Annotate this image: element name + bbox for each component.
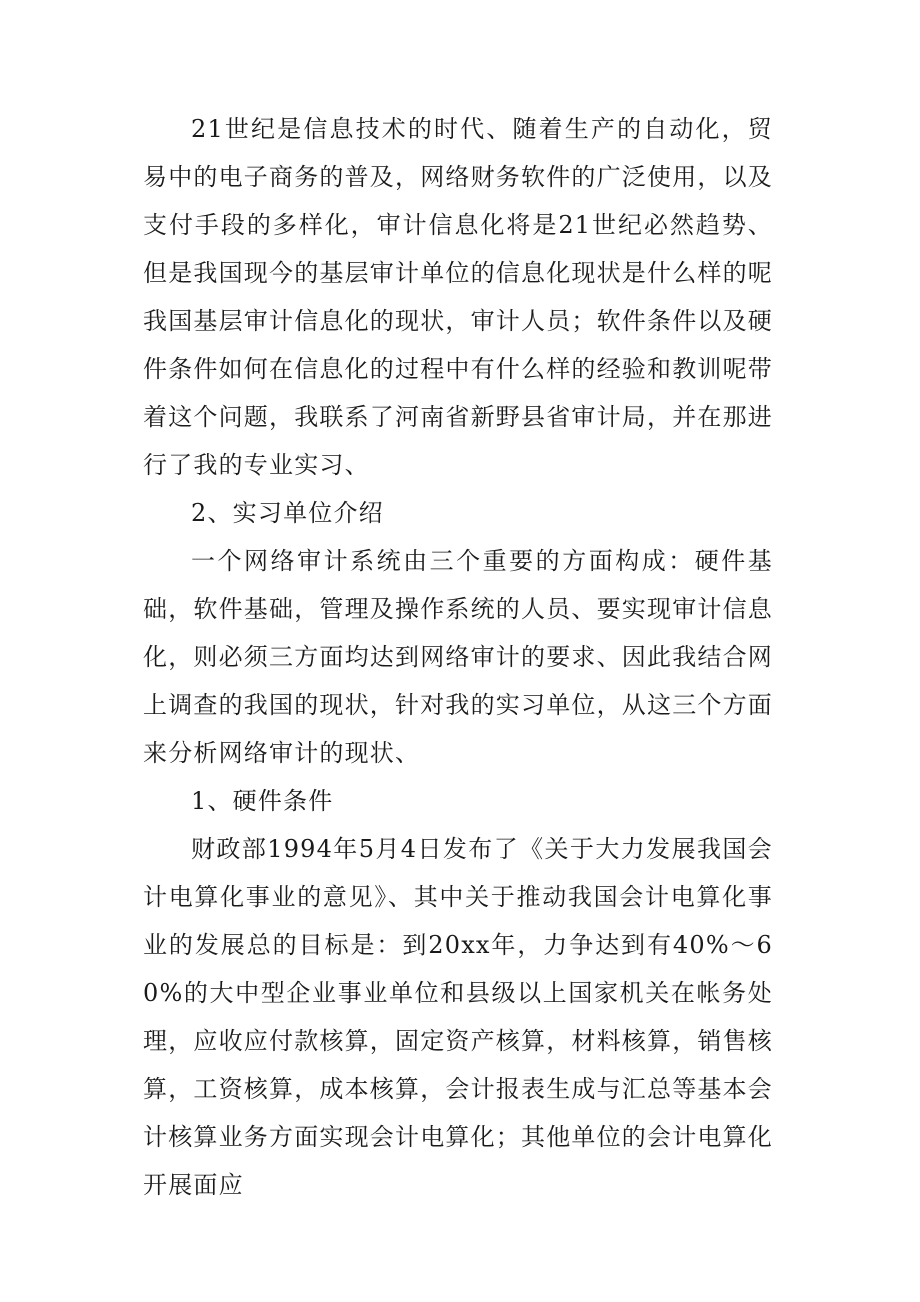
paragraph-intro: 21世纪是信息技术的时代、随着生产的自动化，贸易中的电子商务的普及，网络财务软件的广泛使用，以及支付手段的多样化，审计信息化将是21世纪必然趋势、但是我国现今的基层审计单位的信息化现状是什么样的呢我国基层审计信息化的现状，审计人员；软件条件以及硬件条件如何在信息化的过程中有什么样的经验和教训呢带着这个问题，我联系了河南省新野县省审计局，并在那进行了我的专业实习、 [143,115,773,479]
section-heading-hardware: 1、硬件条件 [191,787,334,815]
section-heading-internship-unit: 2、实习单位介绍 [191,499,384,527]
paragraph-ministry-of-finance: 财政部1994年5月4日发布了《关于大力发展我国会计电算化事业的意见》、其中关于推动我国会计电算化事业的发展总的目标是：到20xx年，力争达到有40%～60%的大中型企业事业单位和县级以上国家机关在帐务处理，应收应付款核算，固定资产核算，材料核算，销售核算，工资核算，成本核算，会计报表生成与汇总等基本会计核算业务方面实现会计电算化；其他单位的会计电算化开展面应 [143,835,773,1199]
paragraph-network-audit-system: 一个网络审计系统由三个重要的方面构成：硬件基础，软件基础，管理及操作系统的人员、要实现审计信息化，则必须三方面均达到网络审计的要求、因此我结合网上调查的我国的现状，针对我的实习单位，从这三个方面来分析网络审计的现状、 [143,547,773,767]
document-page [143,105,773,1209]
